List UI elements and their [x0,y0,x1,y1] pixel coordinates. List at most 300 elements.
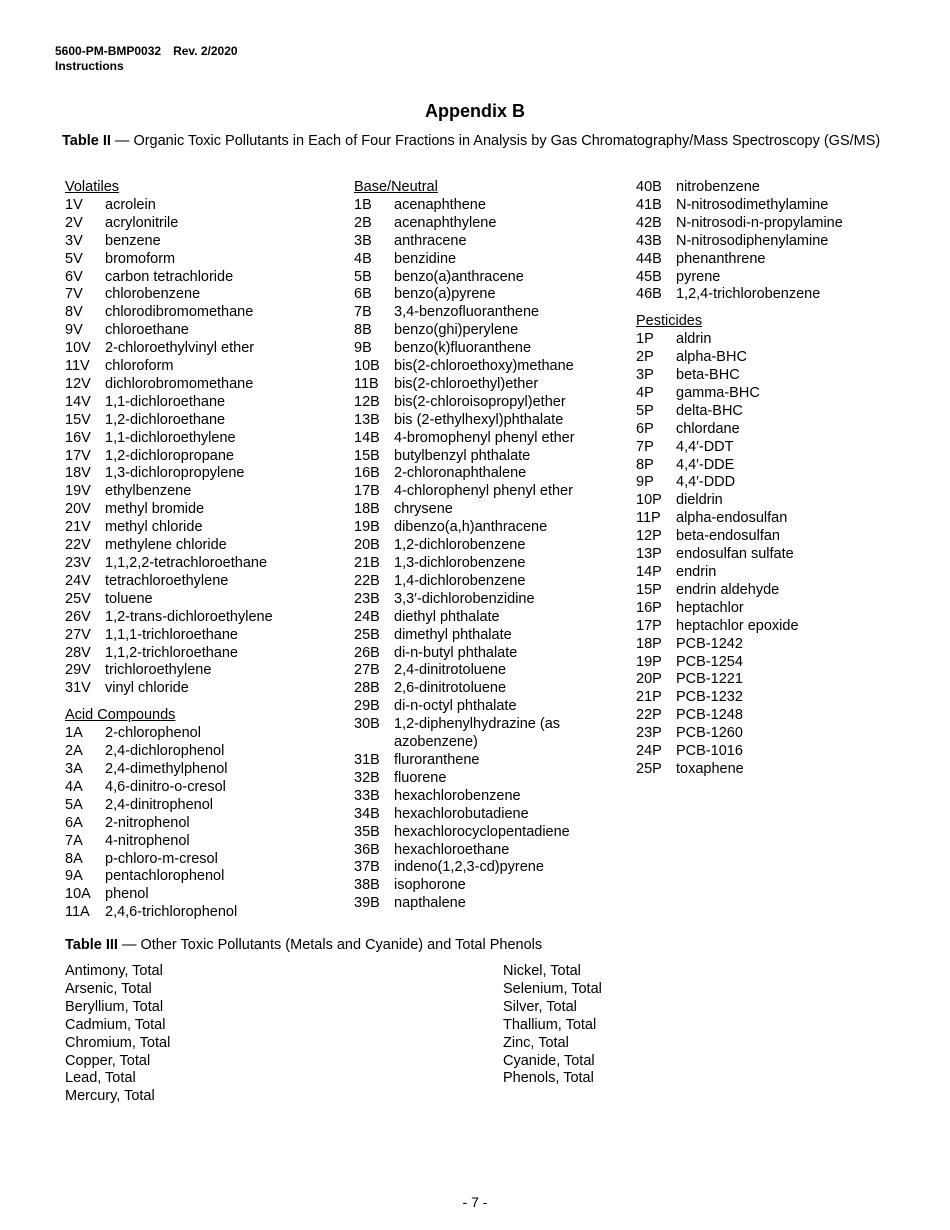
pollutant-name: phenanthrene [676,250,766,267]
pollutant-id: 21B [354,555,380,572]
pollutant-row [65,537,335,555]
pollutant-row [636,269,896,287]
pollutant-name: 4-bromophenyl phenyl ether [394,429,575,446]
acid-compounds-heading: Acid Compounds [65,707,176,724]
pollutant-id: 9P [636,474,654,491]
pollutant-name: gamma-BHC [676,384,760,401]
pollutant-id: 2V [65,214,83,231]
pollutant-id: 29B [354,698,380,715]
pollutant-name: PCB-1254 [676,653,743,670]
pollutant-row [354,698,594,716]
pollutant-row [65,591,335,609]
pollutant-row [354,465,594,483]
pollutant-row [354,340,594,358]
pollutant-item: Arsenic, Total [65,980,152,997]
pollutant-row [354,251,594,269]
pollutant-row [65,376,335,394]
pollutant-name: anthracene [394,232,467,249]
pollutant-id: 36B [354,841,380,858]
pollutant-name: napthalene [394,895,466,912]
base-neutral-heading: Base/Neutral [354,179,438,195]
pollutant-item: Silver, Total [503,998,577,1015]
pollutant-name: heptachlor epoxide [676,617,799,634]
pollutant-row [65,412,335,430]
volatiles-list [65,197,335,698]
pollutant-name: chloroethane [105,322,189,339]
pollutant-name: dimethyl phthalate [394,626,512,643]
pollutant-id: 37B [354,859,380,876]
pollutant-id: 3B [354,232,372,249]
pollutant-id: 8P [636,456,654,473]
pollutant-row [65,779,335,797]
document-id: 5600-PM-BMP0032 [55,44,162,58]
pollutant-id: 5B [354,268,372,285]
table-iii-caption [65,937,542,953]
pollutant-name: chrysene [394,501,453,518]
pollutant-row [65,609,335,627]
pollutant-row [354,233,594,251]
pollutant-id: 38B [354,877,380,894]
pollutant-row [636,251,896,269]
pollutant-id: 41B [636,196,662,213]
pollutant-row [354,645,594,663]
pollutant-row [354,286,594,304]
pollutant-id: 18V [65,465,91,482]
pollutant-name: bromoform [105,250,176,267]
pollutant-row [65,627,335,645]
pollutant-name: aldrin [676,331,712,348]
pollutant-row [65,501,335,519]
pollutant-name: 2,4-dinitrotoluene [394,662,507,679]
pollutant-item: Chromium, Total [65,1034,171,1051]
pollutant-row [354,555,594,573]
pollutant-id: 4P [636,384,654,401]
pollutant-row [65,465,335,483]
pollutant-row [65,645,335,663]
pollutant-id: 2P [636,349,654,366]
pollutant-row [354,376,594,394]
pollutant-id: 13P [636,546,662,563]
volatiles-heading: Volatiles [65,179,120,195]
pollutant-row [65,358,335,376]
pollutant-row [65,340,335,358]
pollutant-row [354,304,594,322]
pollutant-id: 25P [636,760,662,777]
pollutant-id: 18B [354,501,380,518]
pollutant-id: 3A [65,760,83,777]
pollutant-id: 27B [354,662,380,679]
pollutant-id: 11B [354,375,379,392]
pollutant-row [65,269,335,287]
pollutant-name: hexachlorobutadiene [394,805,529,822]
pollutant-row [354,322,594,340]
pollutant-name: 4,4′-DDD [676,474,736,491]
pollutant-row [354,788,594,806]
pollutant-name: 1,2-diphenylhydrazine (as azobenzene) [394,716,561,751]
pollutant-name: 1,1-dichloroethylene [105,429,236,446]
pollutant-item: Cadmium, Total [65,1016,166,1033]
pollutant-id: 34B [354,805,380,822]
pollutant-id: 39B [354,895,380,912]
pollutant-id: 10A [65,886,91,903]
pollutant-row [636,546,896,564]
pollutant-row [636,707,896,725]
pollutant-id: 20B [354,537,380,554]
pollutant-row [65,797,335,815]
pollutant-name: fluroranthene [394,751,480,768]
pollutant-row [354,662,594,680]
pollutant-id: 11A [65,904,90,921]
pollutant-id: 12B [354,393,380,410]
document-header [55,44,238,74]
pollutant-id: 9B [354,340,372,357]
pollutant-name: PCB-1232 [676,689,743,706]
pollutant-name: di-n-butyl phthalate [394,644,518,661]
pollutant-row [354,680,594,698]
pollutant-name: chloroform [105,358,174,375]
pollutant-name: N-nitrosodiphenylamine [676,232,829,249]
pollutant-name: methyl chloride [105,519,203,536]
pollutant-id: 7P [636,438,654,455]
pollutant-id: 8A [65,850,83,867]
pollutant-row [65,886,335,904]
pollutant-name: beta-BHC [676,367,740,384]
pollutant-row [65,662,335,680]
pollutant-name: 1,3-dichlorobenzene [394,555,526,572]
pollutant-id: 19P [636,653,662,670]
pollutant-row [636,474,896,492]
pollutant-row [65,851,335,869]
pollutant-id: 23B [354,590,380,607]
pollutant-id: 4A [65,778,83,795]
pollutant-name: 1,1-dichloroethane [105,393,226,410]
pollutant-id: 15B [354,447,380,464]
pollutant-id: 2A [65,743,83,760]
pollutant-row [636,233,896,251]
pollutant-id: 33B [354,787,380,804]
column-volatiles-acid [65,179,335,922]
pollutant-name: 1,4-dichlorobenzene [394,572,526,589]
pollutant-row [354,394,594,412]
pollutant-name: N-nitrosodimethylamine [676,196,829,213]
pollutant-row [636,349,896,367]
pollutant-name: isophorone [394,877,466,894]
base-neutral-list-continued [636,179,896,304]
pollutant-row [636,367,896,385]
pollutant-row [636,215,896,233]
pollutant-row [65,233,335,251]
pollutant-id: 3V [65,232,83,249]
pollutant-name: 1,1,2,2-tetrachloroethane [105,555,268,572]
pollutant-row [636,636,896,654]
pollutant-id: 5P [636,402,654,419]
pollutant-name: pentachlorophenol [105,868,225,885]
pollutant-name: beta-endosulfan [676,528,780,545]
pollutant-row [636,492,896,510]
pollutant-name: chlorobenzene [105,286,201,303]
pollutant-id: 32B [354,769,380,786]
pollutant-id: 42B [636,214,662,231]
pollutant-id: 6A [65,814,83,831]
pollutant-name: hexachlorobenzene [394,787,521,804]
pollutant-id: 22V [65,537,91,554]
pollutant-name: delta-BHC [676,402,743,419]
pollutant-name: nitrobenzene [676,179,760,195]
pollutant-id: 19B [354,519,380,536]
pollutant-row [636,618,896,636]
pollutant-row [636,510,896,528]
pollutant-id: 16V [65,429,91,446]
pollutant-name: 4-chlorophenyl phenyl ether [394,483,573,500]
metals-list-right [503,963,602,1088]
pollutant-name: 1,2-dichloropropane [105,447,234,464]
pollutant-row [65,573,335,591]
pollutant-id: 1P [636,331,654,348]
pollutant-name: 1,2,4-trichlorobenzene [676,286,821,303]
pollutant-row [65,725,335,743]
pollutant-row [354,430,594,448]
pollutant-row [354,895,594,913]
pollutant-row [636,761,896,779]
pollutant-id: 6B [354,286,372,303]
pollutant-name: acrolein [105,196,156,213]
pollutant-row [65,743,335,761]
pollutant-item: Mercury, Total [65,1088,155,1105]
pollutant-name: bis(2-chloroethoxy)methane [394,358,574,375]
pollutant-name: di-n-octyl phthalate [394,698,517,715]
pollutant-id: 21P [636,689,662,706]
pollutant-name: butylbenzyl phthalate [394,447,531,464]
pollutant-name: PCB-1248 [676,707,743,724]
section-label: Instructions [55,59,124,73]
pollutant-id: 45B [636,268,662,285]
pollutant-row [636,582,896,600]
pollutant-id: 2B [354,214,372,231]
pollutant-row [65,322,335,340]
pollutant-row [354,716,594,752]
pollutant-row [354,448,594,466]
pollutant-id: 28V [65,644,91,661]
pollutant-id: 29V [65,662,91,679]
pollutant-name: acenaphthylene [394,214,497,231]
pollutant-name: 4,6-dinitro-o-cresol [105,778,226,795]
pollutant-item: Thallium, Total [503,1016,597,1033]
pollutant-id: 8B [354,322,372,339]
pollutant-item: Nickel, Total [503,963,581,979]
pollutant-row [354,770,594,788]
pollutant-row [636,286,896,304]
pollutant-id: 31B [354,751,380,768]
pollutant-id: 19V [65,483,91,500]
pollutant-row [636,439,896,457]
pollutant-id: 46B [636,286,662,303]
pollutant-row [65,904,335,922]
pollutant-id: 10P [636,492,662,509]
pollutant-name: 1,2-dichloroethane [105,411,226,428]
pollutant-id: 5A [65,796,83,813]
pollutant-id: 22B [354,572,380,589]
pollutant-row [65,833,335,851]
pollutant-id: 6V [65,268,83,285]
pesticides-heading: Pesticides [636,313,703,330]
pollutant-name: alpha-endosulfan [676,510,788,527]
pollutant-id: 17P [636,617,662,634]
pollutant-row [65,483,335,501]
pollutant-name: chlorodibromomethane [105,304,254,321]
pollutant-id: 16P [636,599,662,616]
pollutant-id: 23V [65,555,91,572]
pollutant-row [354,537,594,555]
pollutant-row [354,824,594,842]
pollutant-item: Antimony, Total [65,963,163,979]
pollutant-id: 15P [636,581,662,598]
pollutant-row [636,725,896,743]
pollutant-row [354,483,594,501]
pollutant-name: trichloroethylene [105,662,212,679]
pollutant-id: 40B [636,179,662,195]
pollutant-id: 6P [636,420,654,437]
pollutant-id: 7B [354,304,372,321]
pollutant-item: Lead, Total [65,1070,136,1087]
pollutant-row [354,519,594,537]
pollutant-id: 11P [636,510,661,527]
pollutant-name: heptachlor [676,599,744,616]
pollutant-name: 4,4′-DDT [676,438,734,455]
pollutant-id: 23P [636,725,662,742]
pollutant-row [354,197,594,215]
table-iii-caption-text: — Other Toxic Pollutants (Metals and Cyanide) and Total Phenols [117,937,543,953]
pollutant-row [65,680,335,698]
pollutant-name: acrylonitrile [105,214,179,231]
pollutant-id: 43B [636,232,662,249]
pollutant-id: 3P [636,367,654,384]
pollutant-id: 14P [636,564,662,581]
pollutant-id: 26V [65,608,91,625]
pollutant-id: 1A [65,725,83,742]
pollutant-id: 7V [65,286,83,303]
pollutant-id: 16B [354,465,380,482]
pollutant-row [636,403,896,421]
pollutant-name: benzo(a)anthracene [394,268,524,285]
pollutant-row [636,564,896,582]
pollutant-name: fluorene [394,769,447,786]
pollutant-row [636,331,896,349]
pollutant-name: phenol [105,886,149,903]
pollutant-name: hexachloroethane [394,841,510,858]
pollutant-id: 31V [65,680,91,697]
pollutant-id: 14B [354,429,380,446]
pollutant-id: 8V [65,304,83,321]
pollutant-name: ethylbenzene [105,483,192,500]
pollutant-name: 2,4,6-trichlorophenol [105,904,238,921]
pollutant-name: bis(2-chloroethyl)ether [394,375,539,392]
metals-list-left [65,963,170,1106]
pollutant-name: bis (2-ethylhexyl)phthalate [394,411,564,428]
pollutant-id: 21V [65,519,91,536]
pollutant-name: vinyl chloride [105,680,189,697]
pollutant-row [354,627,594,645]
pollutant-row [636,671,896,689]
pollutant-name: 2-chloroethylvinyl ether [105,340,255,357]
pollutant-id: 10V [65,340,91,357]
pollutant-name: endosulfan sulfate [676,546,794,563]
pollutant-row [354,842,594,860]
pollutant-row [65,815,335,833]
pollutant-name: hexachlorocyclopentadiene [394,823,570,840]
pollutant-name: indeno(1,2,3-cd)pyrene [394,859,544,876]
pollutant-id: 24V [65,572,91,589]
pollutant-id: 5V [65,250,83,267]
pollutant-row [354,501,594,519]
pollutant-id: 30B [354,716,380,733]
pollutant-row [65,215,335,233]
pollutant-row [354,215,594,233]
pollutant-id: 20P [636,671,662,688]
pollutant-id: 9V [65,322,83,339]
pollutant-name: pyrene [676,268,721,285]
pollutant-row [636,179,896,197]
pollutant-name: 2-nitrophenol [105,814,190,831]
table-ii-caption [62,132,890,150]
pollutant-row [636,600,896,618]
pollutant-name: 3,4-benzofluoranthene [394,304,540,321]
pollutant-id: 14V [65,393,91,410]
pollutant-name: p-chloro-m-cresol [105,850,218,867]
pollutant-row [636,421,896,439]
pollutant-id: 15V [65,411,91,428]
pollutant-name: 4-nitrophenol [105,832,190,849]
pollutant-name: N-nitrosodi-n-propylamine [676,214,843,231]
table-iii-label: Table III [65,937,118,953]
pollutant-name: 2,4-dimethylphenol [105,760,228,777]
pollutant-id: 13B [354,411,380,428]
base-neutral-list [354,197,594,913]
pollutant-id: 17V [65,447,91,464]
pollutant-name: benzo(ghi)perylene [394,322,519,339]
pollutant-name: methylene chloride [105,537,227,554]
pollutant-id: 28B [354,680,380,697]
pollutant-name: toluene [105,590,153,607]
pollutant-id: 11V [65,358,90,375]
pollutant-item: Phenols, Total [503,1070,594,1087]
pollutant-id: 1V [65,196,83,213]
pollutant-name: PCB-1221 [676,671,743,688]
pollutant-name: 2-chloronaphthalene [394,465,527,482]
pollutant-id: 24B [354,608,380,625]
pollutant-name: tetrachloroethylene [105,572,229,589]
pollutant-row [65,394,335,412]
pollutant-name: toxaphene [676,760,744,777]
pollutant-row [636,385,896,403]
pollutant-name: benzo(k)fluoranthene [394,340,532,357]
pollutant-name: 2,4-dichlorophenol [105,743,225,760]
pollutant-id: 9A [65,868,83,885]
pollutant-name: 1,3-dichloropropylene [105,465,245,482]
pollutant-name: 2,6-dinitrotoluene [394,680,507,697]
pollutant-name: 1,2-dichlorobenzene [394,537,526,554]
pollutant-id: 26B [354,644,380,661]
pollutant-row [354,859,594,877]
pollutant-id: 22P [636,707,662,724]
pollutant-name: 1,1,2-trichloroethane [105,644,238,661]
pollutant-id: 35B [354,823,380,840]
pollutant-item: Cyanide, Total [503,1052,595,1069]
pollutant-row [354,412,594,430]
pollutant-row [354,609,594,627]
page-title: Appendix B [424,101,525,121]
pollutant-row [636,528,896,546]
pollutant-row [65,304,335,322]
